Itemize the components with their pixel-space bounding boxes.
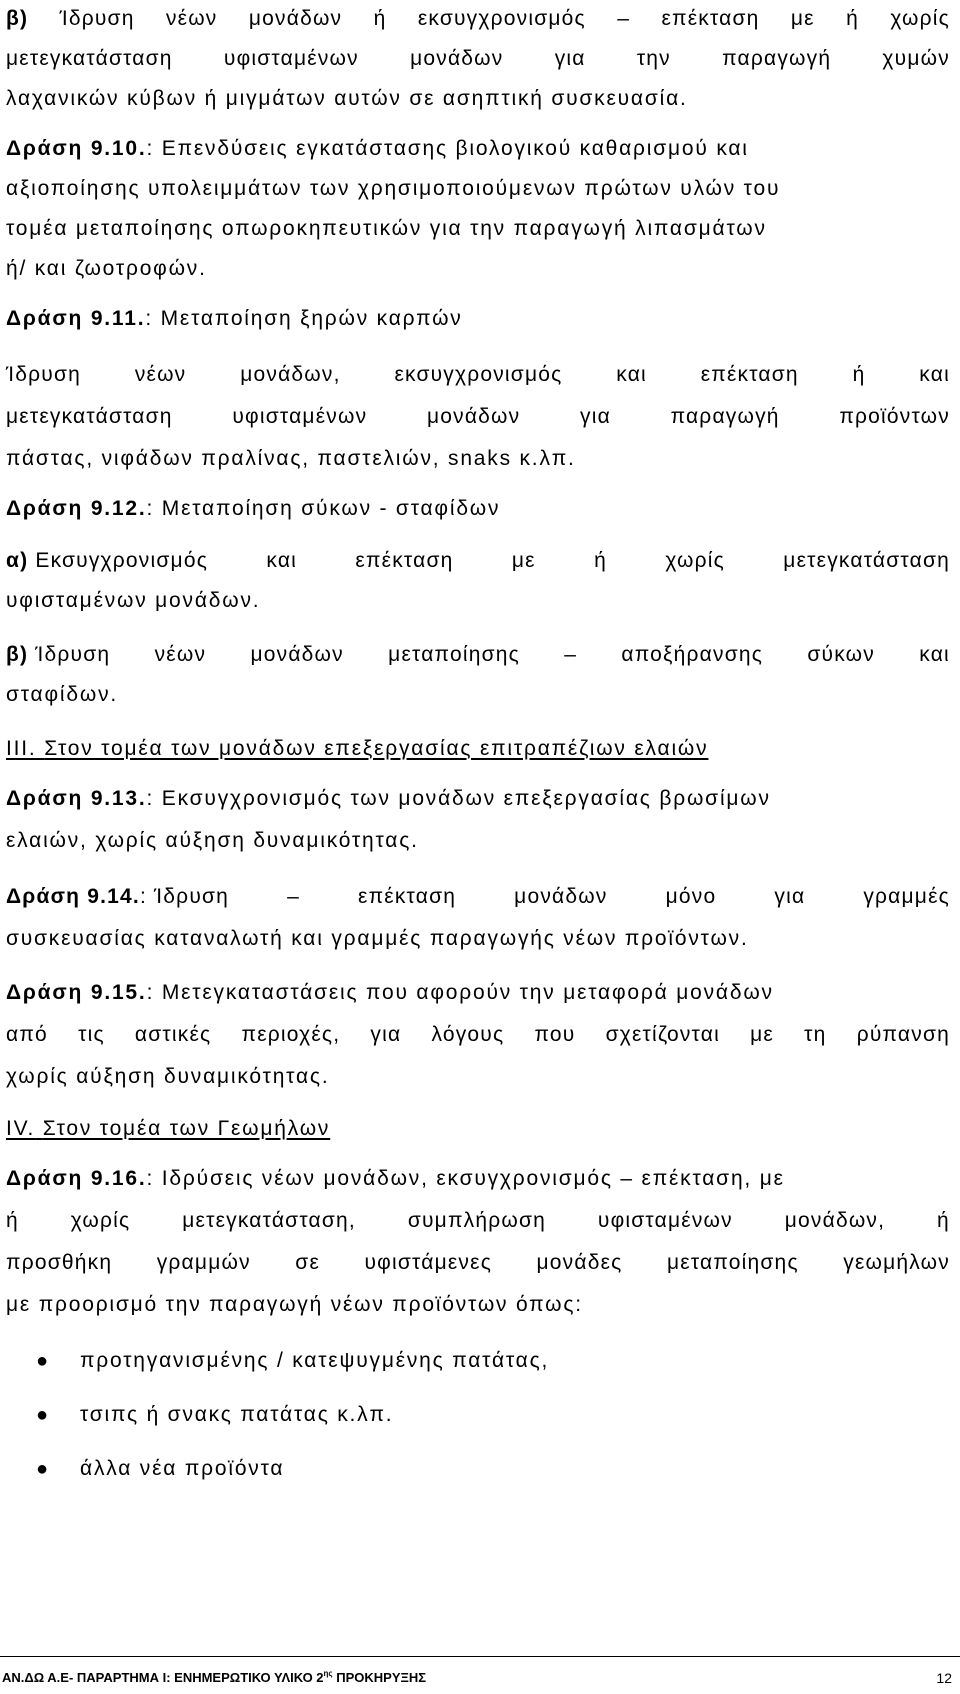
action-label: Δράση 9.10. — [6, 137, 147, 160]
word: ή — [6, 1209, 19, 1232]
word: ή — [846, 7, 859, 30]
paragraph-line — [6, 404, 950, 430]
word: μεταποίησης — [388, 643, 520, 666]
bullet-item: άλλα νέα προϊόντα — [80, 1457, 285, 1480]
paragraph-line — [6, 1250, 950, 1276]
word: επέκταση — [358, 885, 457, 908]
action-label: Δράση 9.11. — [6, 307, 146, 330]
word: μετεγκατάσταση — [783, 549, 950, 572]
word: – — [287, 885, 300, 908]
bullet-icon: ● — [36, 1458, 49, 1480]
word: επέκταση — [661, 7, 760, 30]
section-number: ΙΙΙ. — [6, 737, 37, 760]
paragraph-line: λαχανικών κύβων ή μιγμάτων αυτών σε ασηπτική συσκευασία. — [6, 87, 688, 110]
paragraph-line — [6, 642, 950, 668]
section-title: Στον τομέα των Γεωμήλων — [42, 1117, 331, 1140]
action-text: : Επενδύσεις εγκατάστασης βιολογικού καθαρισμού και — [146, 137, 749, 160]
paragraph-line — [6, 1208, 950, 1234]
word: αποξήρανσης — [621, 643, 764, 666]
bullet-icon: ● — [36, 1350, 49, 1372]
word: για — [554, 47, 586, 70]
word: και — [266, 549, 298, 572]
word: μονάδων, — [240, 363, 341, 386]
word: υφισταμένων — [223, 47, 359, 70]
word: ή — [937, 1209, 950, 1232]
paragraph-line: συσκευασίας καταναλωτή και γραμμές παραγωγής νέων προϊόντων. — [6, 927, 749, 950]
action-label: Δράση — [6, 885, 81, 908]
word: εκσυγχρονισμός — [417, 7, 586, 30]
word: Ίδρυση — [6, 363, 82, 386]
word: ή — [373, 7, 387, 30]
word: νέων — [165, 7, 218, 30]
action-label: Δράση 9.13. — [6, 787, 147, 810]
word: σε — [295, 1251, 321, 1274]
paragraph-line: ή/ και ζωοτροφών. — [6, 257, 207, 280]
word: μονάδων — [514, 885, 608, 908]
word: υφισταμένων — [597, 1209, 733, 1232]
item-label: β) — [6, 643, 29, 666]
word: και — [616, 363, 647, 386]
action-9-10-heading — [6, 136, 749, 162]
action-9-15-heading — [6, 980, 774, 1006]
word: και — [919, 363, 950, 386]
word: μονάδες — [536, 1251, 623, 1274]
action-9-13-heading — [6, 786, 771, 812]
word: μετεγκατάσταση — [6, 47, 173, 70]
word: εκσυγχρονισμός — [394, 363, 563, 386]
action-label: Δράση — [6, 981, 84, 1004]
bullet-item: τσιπς ή σνακς πατάτας κ.λπ. — [80, 1403, 394, 1426]
word: σύκων — [807, 643, 875, 666]
action-text: : Εκσυγχρονισμός των μονάδων επεξεργασίας βρωσίμων — [146, 787, 771, 810]
word: λόγους — [431, 1023, 505, 1046]
word: ρύπανση — [856, 1023, 950, 1046]
action-9-16-heading — [6, 1166, 785, 1192]
word: παραγωγή — [670, 405, 780, 428]
footer-superscript: ης — [323, 1669, 333, 1678]
word: Ίδρυση — [59, 7, 135, 30]
item-label: β) — [6, 7, 29, 30]
word: Ίδρυση — [35, 643, 111, 666]
action-9-14-heading — [6, 884, 950, 910]
paragraph-line — [6, 1022, 950, 1048]
word: μετεγκατάσταση, — [182, 1209, 356, 1232]
word: περιοχές, — [241, 1023, 341, 1046]
word: τις — [78, 1023, 105, 1046]
action-9-11-heading — [6, 306, 463, 332]
paragraph-line — [6, 362, 950, 388]
paragraph-line: αξιοποίησης υπολειμμάτων των χρησιμοποιούμενων πρώτων υλών του — [6, 177, 781, 200]
word: αστικές — [134, 1023, 212, 1046]
word: – — [564, 643, 578, 666]
word: χωρίς — [70, 1209, 131, 1232]
word: χυμών — [882, 47, 950, 70]
page-number: 12 — [936, 1670, 952, 1686]
word: μονάδων, — [784, 1209, 886, 1232]
word: μετεγκατάσταση — [6, 405, 173, 428]
word: προσθήκη — [6, 1251, 113, 1274]
paragraph-line: υφισταμένων μονάδων. — [6, 589, 261, 612]
bullet-icon: ● — [36, 1404, 49, 1426]
action-label: Δράση 9.12. — [6, 497, 147, 520]
paragraph-line: πάστας, νιφάδων πραλίνας, παστελιών, snaks κ.λπ. — [6, 447, 576, 470]
word: μονάδων — [426, 405, 521, 428]
word: μονάδων — [250, 643, 344, 666]
word: και — [919, 643, 950, 666]
word: μονάδων — [410, 47, 504, 70]
word: χωρίς — [665, 549, 725, 572]
paragraph-line — [6, 46, 950, 72]
action-text: : Ιδρύσεις νέων μονάδων, εκσυγχρονισμός – επέκταση, με — [146, 1167, 785, 1190]
paragraph-line — [6, 548, 950, 574]
word: Εκσυγχρονισμός — [35, 549, 209, 572]
word: υφιστάμενες — [364, 1251, 493, 1274]
action-9-12-heading — [6, 496, 500, 522]
paragraph-line — [6, 6, 950, 32]
footer-text — [2, 1666, 426, 1686]
section-4-heading — [6, 1116, 330, 1142]
word: σχετίζονται — [605, 1023, 720, 1046]
paragraph-line: χωρίς αύξηση δυναμικότητας. — [6, 1065, 330, 1088]
word: νέων — [154, 643, 207, 666]
footer-divider — [0, 1656, 960, 1657]
word: για — [370, 1023, 402, 1046]
action-label: 9.15. — [90, 981, 147, 1004]
action-text: : Μετεγκαταστάσεις που αφορούν την μεταφορά μονάδων — [146, 981, 774, 1004]
section-3-heading — [6, 736, 708, 762]
item-label: α) — [6, 549, 29, 572]
word: παραγωγή — [722, 47, 832, 70]
word: με — [511, 549, 536, 572]
word: επέκταση — [700, 363, 799, 386]
action-label: Δράση 9.16. — [6, 1167, 147, 1190]
word: μεταποίησης — [666, 1251, 799, 1274]
word: χωρίς — [890, 7, 950, 30]
footer-label: ΑΝ.ΔΩ Α.Ε- ΠΑΡΑΡΤΗΜΑ Ι: ΕΝΗΜΕΡΩΤΙΚΟ ΥΛΙΚΟ 2 — [2, 1670, 324, 1685]
footer-label-end: ΠΡΟΚΗΡΥΞΗΣ — [332, 1670, 427, 1685]
word: που — [534, 1023, 576, 1046]
word: νέων — [134, 363, 187, 386]
word: γραμμών — [156, 1251, 251, 1274]
word: – — [617, 7, 631, 30]
paragraph-line: ελαιών, χωρίς αύξηση δυναμικότητας. — [6, 829, 419, 852]
word: συμπλήρωση — [407, 1209, 547, 1232]
word: από — [6, 1023, 48, 1046]
action-label: 9.14. — [87, 885, 140, 908]
word: : Ίδρυση — [139, 885, 230, 908]
word: γεωμήλων — [843, 1251, 950, 1274]
bullet-item: προτηγανισμένης / κατεψυγμένης πατάτας, — [80, 1349, 550, 1372]
word: μόνο — [665, 885, 717, 908]
section-title: Στον τομέα των μονάδων επεξεργασίας επιτραπέζιων ελαιών — [44, 737, 709, 760]
word: επέκταση — [355, 549, 454, 572]
word: ή — [594, 549, 607, 572]
word: γραμμές — [863, 885, 950, 908]
paragraph-line: σταφίδων. — [6, 683, 119, 706]
word: ή — [852, 363, 866, 386]
action-title: : Μεταποίηση σύκων - σταφίδων — [146, 497, 501, 520]
word: για — [774, 885, 806, 908]
word: με — [790, 7, 815, 30]
action-title: : Μεταποίηση ξηρών καρπών — [145, 307, 463, 330]
word: μονάδων — [248, 7, 343, 30]
word: την — [636, 47, 671, 70]
section-number: IV. — [6, 1117, 36, 1140]
paragraph-line: με προορισμό την παραγωγή νέων προϊόντων όπως: — [6, 1293, 583, 1316]
word: τη — [804, 1023, 827, 1046]
word: υφισταμένων — [232, 405, 368, 428]
word: για — [580, 405, 611, 428]
paragraph-line: τομέα μεταποίησης οπωροκηπευτικών για την παραγωγή λιπασμάτων — [6, 217, 767, 240]
word: με — [750, 1023, 774, 1046]
word: προϊόντων — [839, 405, 950, 428]
